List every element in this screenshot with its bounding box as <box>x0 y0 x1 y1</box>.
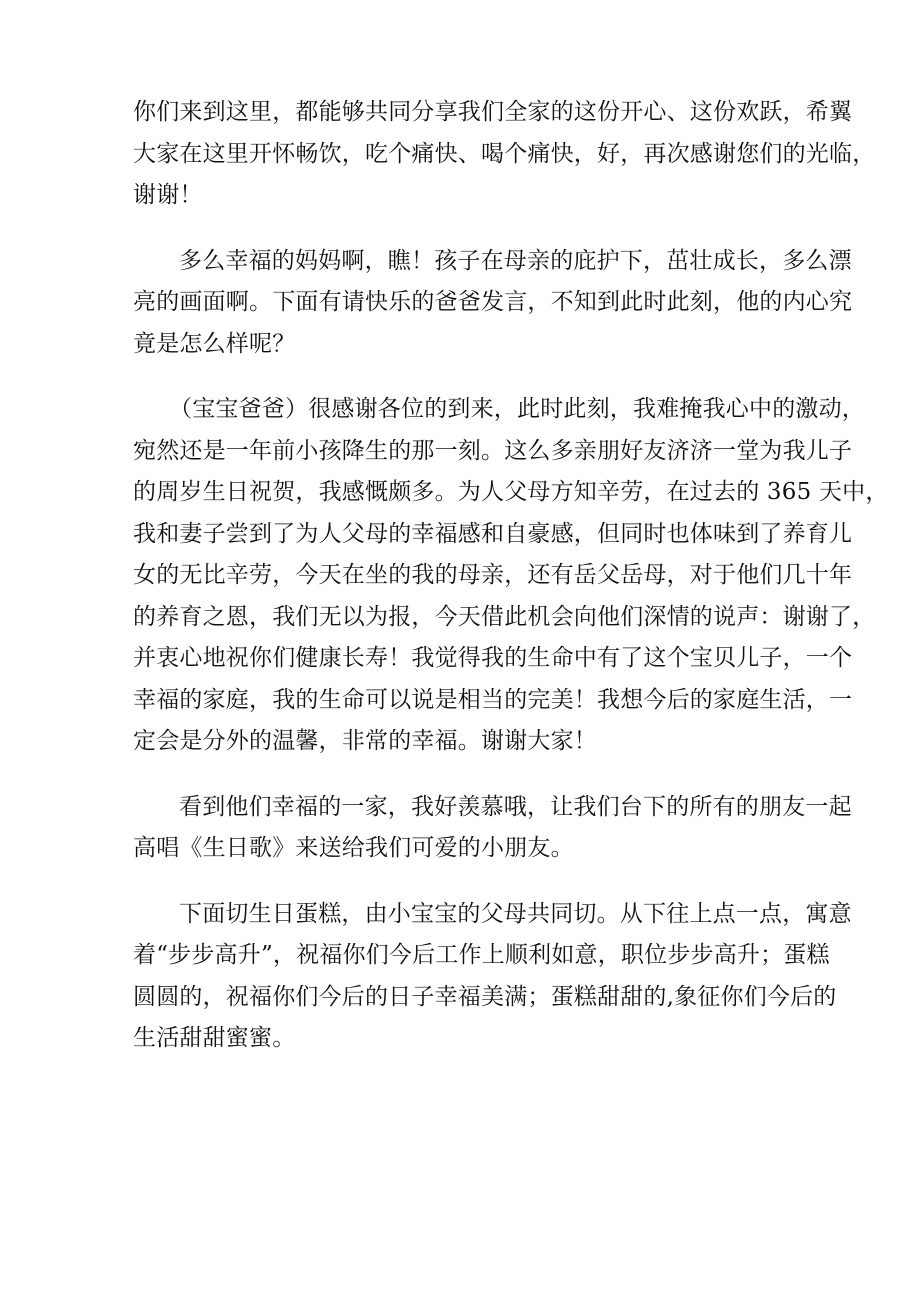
text-line: 下面切生日蛋糕，由小宝宝的父母共同切。从下往上点一点，寓意 <box>179 900 852 927</box>
text-line: 生活甜甜蜜蜜。 <box>133 1025 296 1051</box>
text-line: 看到他们幸福的一家，我好羡慕哦，让我们台下的所有的朋友一起 <box>179 793 852 820</box>
text-line: 高唱《生日歌》来送给我们可爱的小朋友。 <box>133 835 574 861</box>
text-line: 的周岁生日祝贺，我感慨颇多。为人父母方知辛劳，在过去的 365 天中， <box>133 479 889 505</box>
paragraph-4 <box>133 787 852 870</box>
text-line: 定会是分外的温馨，非常的幸福。谢谢大家！ <box>133 728 597 754</box>
text-line: 的养育之恩，我们无以为报，今天借此机会向他们深情的说声：谢谢了， <box>133 603 876 630</box>
text-line: 幸福的家庭，我的生命可以说是相当的完美！我想今后的家庭生活，一 <box>133 686 853 713</box>
text-line: （宝宝爸爸）很感谢各位的到来，此时此刻，我难掩我心中的激动， <box>169 396 865 422</box>
text-line: 宛然还是一年前小孩降生的那一刻。这么多亲朋好友济济一堂为我儿子 <box>133 437 853 464</box>
text-line: 多么幸福的妈妈啊，瞧！孩子在母亲的庇护下，茁壮成长，多么漂 <box>179 247 852 274</box>
paragraph-5 <box>133 894 852 1060</box>
text-line: 女的无比辛劳，今天在坐的我的母亲，还有岳父岳母，对于他们几十年 <box>133 562 853 588</box>
text-line: 我和妻子尝到了为人父母的幸福感和自豪感，但同时也体味到了养育儿 <box>133 520 853 547</box>
text-line: 圆圆的，祝福你们今后的日子幸福美满；蛋糕甜甜的,象征你们今后的 <box>133 983 837 1010</box>
text-line: 你们来到这里，都能够共同分享我们全家的这份开心、这份欢跃，希翼 <box>133 99 853 125</box>
document-body <box>133 92 889 1060</box>
text-line: 亮的画面啊。下面有请快乐的爸爸发言，不知到此时此刻，他的内心究 <box>133 289 853 315</box>
text-line: 着“步步高升”，祝福你们今后工作上顺利如意，职位步步高升；蛋糕 <box>133 942 830 968</box>
paragraph-1 <box>133 92 876 217</box>
text-line: 大家在这里开怀畅饮，吃个痛快、喝个痛快，好，再次感谢您们的光临， <box>133 140 876 167</box>
text-line: 谢谢！ <box>133 182 203 208</box>
text-line: 并衷心地祝你们健康长寿！我觉得我的生命中有了这个宝贝儿子，一个 <box>133 645 853 671</box>
text-line: 竟是怎么样呢？ <box>133 330 296 357</box>
paragraph-3 <box>133 389 889 763</box>
paragraph-2 <box>133 241 853 366</box>
